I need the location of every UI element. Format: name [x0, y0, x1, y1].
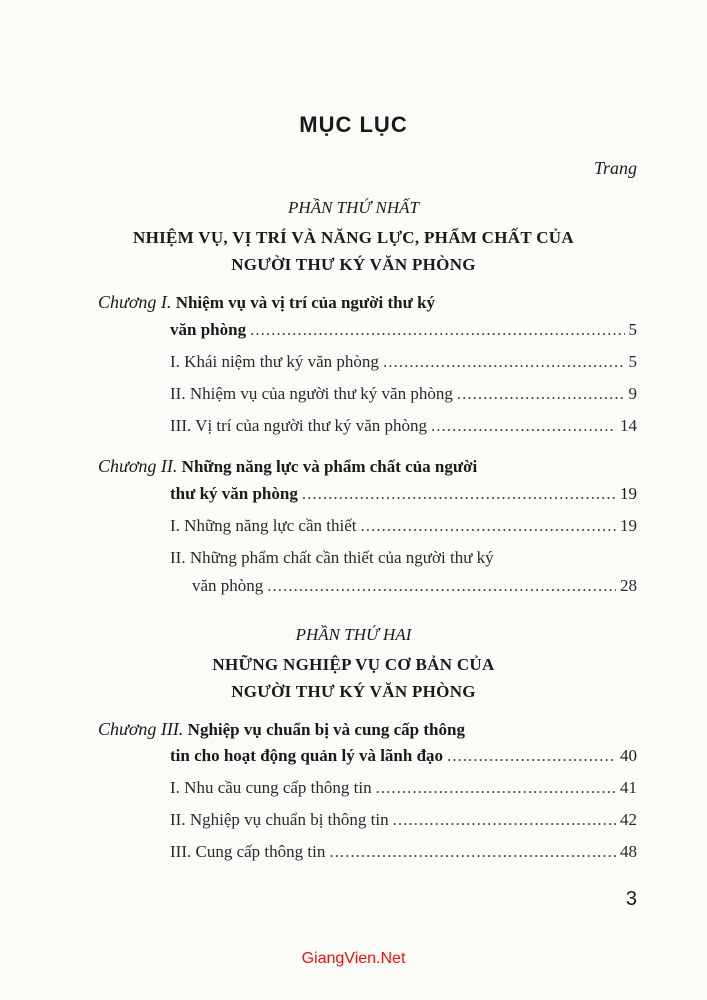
part-title-line: NHỮNG NGHIỆP VỤ CƠ BẢN CỦA — [212, 655, 495, 674]
page-ref: 5 — [628, 320, 637, 339]
dot-leader — [457, 384, 625, 404]
page-ref: 9 — [628, 384, 637, 403]
chapter-label: Chương I. — [98, 292, 172, 312]
page-ref: 19 — [620, 484, 637, 503]
dot-leader — [302, 484, 616, 504]
section-title: II. Nhiệm vụ của người thư ký văn phòng — [170, 384, 453, 403]
page-title: MỤC LỤC — [299, 112, 408, 137]
toc-entry — [170, 746, 637, 766]
section-title: I. Khái niệm thư ký văn phòng — [170, 352, 379, 371]
toc-entry — [170, 516, 637, 536]
dot-leader — [361, 516, 617, 536]
section-title: văn phòng — [192, 576, 264, 595]
part-title-line: NGƯỜI THƯ KÝ VĂN PHÒNG — [231, 255, 476, 274]
page-ref: 28 — [620, 576, 637, 595]
chapter-title: Những năng lực và phẩm chất của người — [181, 457, 478, 476]
toc-entry — [170, 320, 637, 340]
page-ref: 42 — [620, 810, 637, 829]
part-title-line: NHIỆM VỤ, VỊ TRÍ VÀ NĂNG LỰC, PHẨM CHẤT CỦA — [133, 228, 574, 247]
page-ref: 40 — [620, 746, 637, 765]
part-title-line: NGƯỜI THƯ KÝ VĂN PHÒNG — [231, 682, 476, 701]
section-title: II. Những phẩm chất cần thiết của người thư ký — [170, 548, 494, 567]
dot-leader — [393, 810, 616, 830]
dot-leader — [267, 576, 616, 596]
toc-entry — [170, 484, 637, 504]
watermark: GiangVien.Net — [301, 950, 406, 967]
toc-entry — [170, 842, 637, 862]
dot-leader — [431, 416, 616, 436]
chapter-title: Nghiệp vụ chuẩn bị và cung cấp thông — [187, 720, 465, 739]
page-column-header: Trang — [593, 158, 637, 178]
toc-entry — [170, 384, 637, 404]
chapter-heading — [98, 292, 435, 313]
section-title: I. Những năng lực cần thiết — [170, 516, 357, 535]
dot-leader — [376, 778, 616, 798]
page-ref: 14 — [620, 416, 637, 435]
section-title: II. Nghiệp vụ chuẩn bị thông tin — [170, 810, 389, 829]
page-number: 3 — [625, 888, 637, 910]
chapter-title: Nhiệm vụ và vị trí của người thư ký — [175, 293, 436, 312]
toc-entry — [170, 352, 637, 372]
page-ref: 5 — [628, 352, 637, 371]
section-title: III. Vị trí của người thư ký văn phòng — [170, 416, 428, 435]
toc-entry — [170, 810, 637, 830]
chapter-heading — [98, 456, 477, 477]
toc-entry — [170, 416, 637, 436]
chapter-title: văn phòng — [170, 320, 247, 339]
chapter-label: Chương II. — [98, 456, 178, 476]
section-title: III. Cung cấp thông tin — [170, 842, 326, 861]
chapter-label: Chương III. — [98, 719, 184, 739]
chapter-heading — [98, 719, 465, 740]
dot-leader — [447, 746, 616, 766]
chapter-title: tin cho hoạt động quản lý và lãnh đạo — [170, 746, 444, 765]
toc-entry — [170, 778, 637, 798]
page-ref: 41 — [620, 778, 637, 797]
page-ref: 48 — [620, 842, 637, 861]
dot-leader — [383, 352, 625, 372]
section-title: I. Nhu cầu cung cấp thông tin — [170, 778, 372, 797]
part-label: PHẦN THỨ NHẤT — [288, 198, 419, 217]
dot-leader — [329, 842, 616, 862]
dot-leader — [250, 320, 624, 340]
chapter-title: thư ký văn phòng — [170, 484, 298, 503]
page-ref: 19 — [620, 516, 637, 535]
part-label: PHẦN THỨ HAI — [295, 625, 412, 644]
toc-entry — [192, 576, 637, 596]
